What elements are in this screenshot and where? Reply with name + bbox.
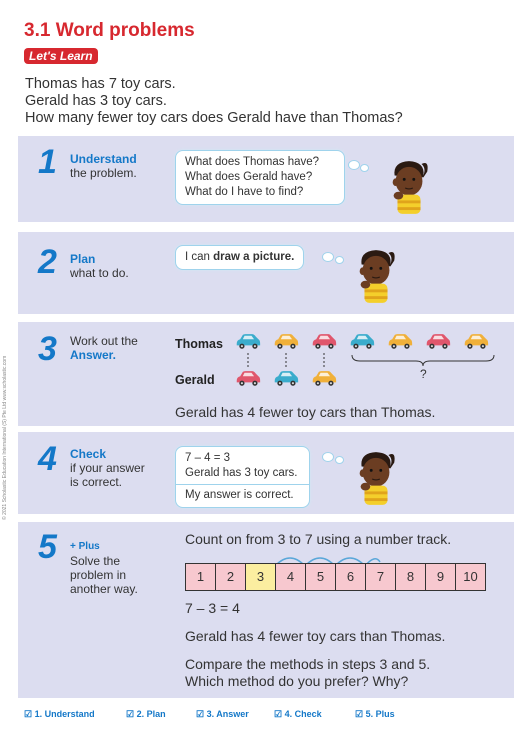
- step-rest: if your answer: [70, 461, 145, 475]
- toy-car-icon: [349, 332, 375, 350]
- track-cell: 6: [336, 564, 366, 590]
- footer-label: 2. Plan: [136, 709, 166, 719]
- step-number: 3: [38, 330, 57, 368]
- footer-check-item: [24, 709, 95, 720]
- step-rest: another way.: [70, 582, 138, 596]
- checkbox-icon: ☑: [24, 709, 33, 719]
- copyright-sidebar: © 2021 Scholastic Education International (S) Pte Ltd www.scholastic.com: [2, 355, 8, 520]
- toy-car-icon: [311, 369, 337, 387]
- toy-car-icon: [387, 332, 413, 350]
- compare-question: [185, 656, 430, 690]
- thought-bubble: [175, 245, 304, 270]
- step-number: 5: [38, 528, 57, 566]
- bubble-line: My answer is correct.: [176, 484, 309, 503]
- step-key: Check: [70, 447, 107, 461]
- number-track: [185, 563, 486, 591]
- brace: [350, 353, 496, 367]
- bubble-line: Gerald has 3 toy cars.: [185, 467, 298, 479]
- page-title: 3.1 Word problems: [24, 20, 195, 41]
- bubble-tail: [348, 160, 360, 170]
- step-pre: Work out the: [70, 334, 138, 348]
- intro-line: Thomas has 7 toy cars.: [25, 76, 176, 92]
- step-label: [70, 540, 138, 596]
- bubble-tail: [335, 256, 344, 264]
- footer-label: 4. Check: [284, 709, 322, 719]
- thought-bubble: [175, 446, 310, 508]
- toy-car-icon: [235, 369, 261, 387]
- step-label: [70, 152, 137, 180]
- checkbox-icon: ☑: [355, 709, 364, 719]
- footer-label: 5. Plus: [365, 709, 395, 719]
- step-rest: the problem.: [70, 166, 137, 180]
- step-key: Understand: [70, 152, 137, 166]
- toy-car-icon: [273, 332, 299, 350]
- name-thomas: Thomas: [175, 337, 223, 351]
- step-key: + Plus: [70, 541, 100, 552]
- footer-check-item: [196, 709, 249, 720]
- boy-thinking-illustration: [352, 448, 400, 508]
- boy-thinking-illustration: [385, 157, 433, 217]
- step-rest: problem in: [70, 568, 127, 582]
- bubble-line: What do I have to find?: [185, 186, 304, 198]
- bubble-tail: [322, 252, 334, 262]
- bubble-line: What does Thomas have?: [185, 156, 320, 168]
- bubble-tail: [322, 452, 334, 462]
- step-key: Plan: [70, 252, 96, 266]
- matching-lines: [235, 351, 345, 371]
- step-label: [70, 334, 138, 362]
- thought-bubble: [175, 150, 345, 205]
- step-rest: what to do.: [70, 266, 129, 280]
- track-cell: 9: [426, 564, 456, 590]
- lets-learn-badge: Let's Learn: [24, 48, 98, 64]
- toy-car-icon: [273, 369, 299, 387]
- equation: 7 – 3 = 4: [185, 600, 240, 616]
- step-key: Answer.: [70, 348, 117, 362]
- toy-car-icon: [425, 332, 451, 350]
- track-cell: 5: [306, 564, 336, 590]
- checkbox-icon: ☑: [126, 709, 135, 719]
- checkbox-icon: ☑: [274, 709, 283, 719]
- bubble-tail: [360, 164, 369, 172]
- question-mark: ?: [420, 367, 427, 381]
- track-cell: 7: [366, 564, 396, 590]
- boy-thinking-illustration: [352, 246, 400, 306]
- step-3-result: Gerald has 4 fewer toy cars than Thomas.: [175, 404, 436, 420]
- intro-line: How many fewer toy cars does Gerald have than Thomas?: [25, 110, 403, 126]
- step-number: 4: [38, 440, 57, 478]
- name-gerald: Gerald: [175, 373, 215, 387]
- track-cell: 4: [276, 564, 306, 590]
- track-cell: 10: [456, 564, 485, 590]
- step-number: 2: [38, 243, 57, 281]
- count-on-instruction: Count on from 3 to 7 using a number track.: [185, 531, 452, 547]
- track-cell-highlighted: 3: [246, 564, 276, 590]
- step-number: 1: [38, 143, 57, 181]
- toy-car-icon: [311, 332, 337, 350]
- footer-check-item: [274, 709, 322, 720]
- track-cell: 2: [216, 564, 246, 590]
- footer-label: 1. Understand: [34, 709, 95, 719]
- compare-line: Which method do you prefer? Why?: [185, 673, 409, 689]
- bubble-tail: [335, 456, 344, 464]
- bubble-bold-text: draw a picture.: [213, 251, 295, 263]
- bubble-line: What does Gerald have?: [185, 171, 313, 183]
- step-rest: is correct.: [70, 475, 123, 489]
- step-rest: Solve the: [70, 554, 121, 568]
- step-label: [70, 447, 145, 489]
- footer-label: 3. Answer: [206, 709, 249, 719]
- toy-car-icon: [463, 332, 489, 350]
- intro-problem: [25, 76, 403, 127]
- track-cell: 8: [396, 564, 426, 590]
- footer-check-item: [126, 709, 166, 720]
- compare-line: Compare the methods in steps 3 and 5.: [185, 656, 431, 672]
- step-5-result: Gerald has 4 fewer toy cars than Thomas.: [185, 628, 446, 644]
- bubble-line: 7 – 4 = 3: [185, 452, 231, 464]
- footer-check-item: [355, 709, 395, 720]
- checkbox-icon: ☑: [196, 709, 205, 719]
- bubble-text: I can: [185, 251, 214, 263]
- intro-line: Gerald has 3 toy cars.: [25, 93, 167, 109]
- step-label: [70, 252, 129, 280]
- track-cell: 1: [186, 564, 216, 590]
- toy-car-icon: [235, 332, 261, 350]
